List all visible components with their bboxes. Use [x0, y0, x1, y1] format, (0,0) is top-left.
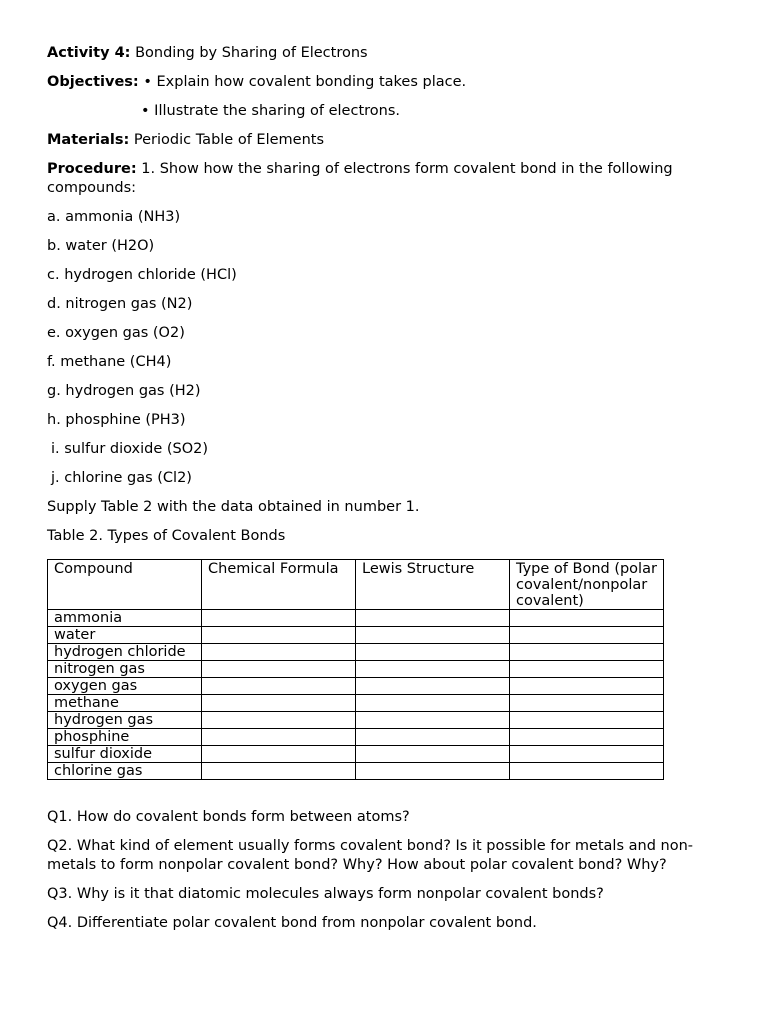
table-row [48, 610, 664, 627]
table-row [48, 627, 664, 644]
bond-type-cell [510, 746, 664, 763]
formula-cell [202, 610, 356, 627]
bullet-icon: • [143, 74, 152, 90]
compound-cell: chlorine gas [48, 763, 202, 780]
materials-section [47, 131, 697, 150]
compound-cell: oxygen gas [48, 678, 202, 695]
compound-cell: water [48, 627, 202, 644]
bullet-icon: • [141, 103, 150, 119]
procedure-label: Procedure: [47, 161, 137, 177]
formula-cell [202, 729, 356, 746]
formula-cell [202, 661, 356, 678]
formula-cell [202, 712, 356, 729]
compound-cell: hydrogen gas [48, 712, 202, 729]
table-row [48, 763, 664, 780]
table-row [48, 712, 664, 729]
list-item: b. water (H2O) [47, 238, 155, 254]
table-caption: Table 2. Types of Covalent Bonds [47, 528, 286, 544]
lewis-cell [356, 763, 510, 780]
objective-item: Illustrate the sharing of electrons. [154, 103, 401, 119]
list-item: h. phosphine (PH3) [47, 412, 186, 428]
objectives-label: Objectives: [47, 74, 139, 90]
materials-text: Periodic Table of Elements [133, 132, 325, 148]
list-item: i. sulfur dioxide (SO2) [51, 441, 209, 457]
bond-type-cell [510, 627, 664, 644]
list-item: e. oxygen gas (O2) [47, 325, 185, 341]
bond-type-cell [510, 729, 664, 746]
list-item: j. chlorine gas (Cl2) [51, 470, 192, 486]
supply-instruction: Supply Table 2 with the data obtained in number 1. [47, 499, 420, 515]
bond-type-cell [510, 695, 664, 712]
formula-cell [202, 763, 356, 780]
question-item: Q3. Why is it that diatomic molecules always form nonpolar covalent bonds? [47, 886, 604, 902]
lewis-cell [356, 695, 510, 712]
question-item: Q1. How do covalent bonds form between atoms? [47, 809, 410, 825]
compound-cell: ammonia [48, 610, 202, 627]
table-row [48, 678, 664, 695]
question-item: Q4. Differentiate polar covalent bond from nonpolar covalent bond. [47, 915, 537, 931]
list-item: d. nitrogen gas (N2) [47, 296, 193, 312]
list-item: a. ammonia (NH3) [47, 209, 181, 225]
lewis-cell [356, 746, 510, 763]
formula-cell [202, 746, 356, 763]
lewis-cell [356, 644, 510, 661]
bond-type-cell [510, 678, 664, 695]
bond-type-cell [510, 644, 664, 661]
table-row [48, 661, 664, 678]
objectives-second [47, 102, 697, 121]
formula-cell [202, 644, 356, 661]
lewis-cell [356, 610, 510, 627]
bond-type-cell [510, 661, 664, 678]
compound-cell: sulfur dioxide [48, 746, 202, 763]
table-row [48, 644, 664, 661]
materials-label: Materials: [47, 132, 130, 148]
compound-cell: phosphine [48, 729, 202, 746]
bond-type-cell [510, 610, 664, 627]
lewis-cell [356, 712, 510, 729]
table-header-row [48, 560, 664, 610]
objective-item: Explain how covalent bonding takes place. [156, 74, 467, 90]
formula-cell [202, 695, 356, 712]
procedure-section [47, 160, 687, 198]
list-item: f. methane (CH4) [47, 354, 172, 370]
procedure-text: 1. Show how the sharing of electrons form covalent bond in the following compounds: [47, 161, 673, 196]
question-item: Q2. What kind of element usually forms covalent bond? Is it possible for metals and non-metals to form nonpolar covalent bond? Why? How about polar covalent bond? Why? [47, 838, 694, 873]
compound-cell: nitrogen gas [48, 661, 202, 678]
questions-section [47, 808, 697, 943]
column-header: Chemical Formula [202, 560, 356, 610]
column-header: Type of Bond (polar covalent/nonpolar covalent) [510, 560, 664, 610]
formula-cell [202, 678, 356, 695]
lewis-cell [356, 627, 510, 644]
table-row [48, 695, 664, 712]
document-body [47, 44, 697, 546]
bond-type-cell [510, 763, 664, 780]
compound-cell: methane [48, 695, 202, 712]
lewis-cell [356, 661, 510, 678]
activity-label: Activity 4: [47, 45, 131, 61]
activity-heading [47, 44, 697, 63]
bond-type-cell [510, 712, 664, 729]
list-item: c. hydrogen chloride (HCl) [47, 267, 237, 283]
activity-title: Bonding by Sharing of Electrons [135, 45, 368, 61]
objectives-section [47, 73, 697, 92]
column-header: Lewis Structure [356, 560, 510, 610]
table-row [48, 746, 664, 763]
lewis-cell [356, 729, 510, 746]
list-item: g. hydrogen gas (H2) [47, 383, 201, 399]
column-header: Compound [48, 560, 202, 610]
table-row [48, 729, 664, 746]
covalent-bonds-table [47, 559, 664, 780]
formula-cell [202, 627, 356, 644]
compound-cell: hydrogen chloride [48, 644, 202, 661]
lewis-cell [356, 678, 510, 695]
